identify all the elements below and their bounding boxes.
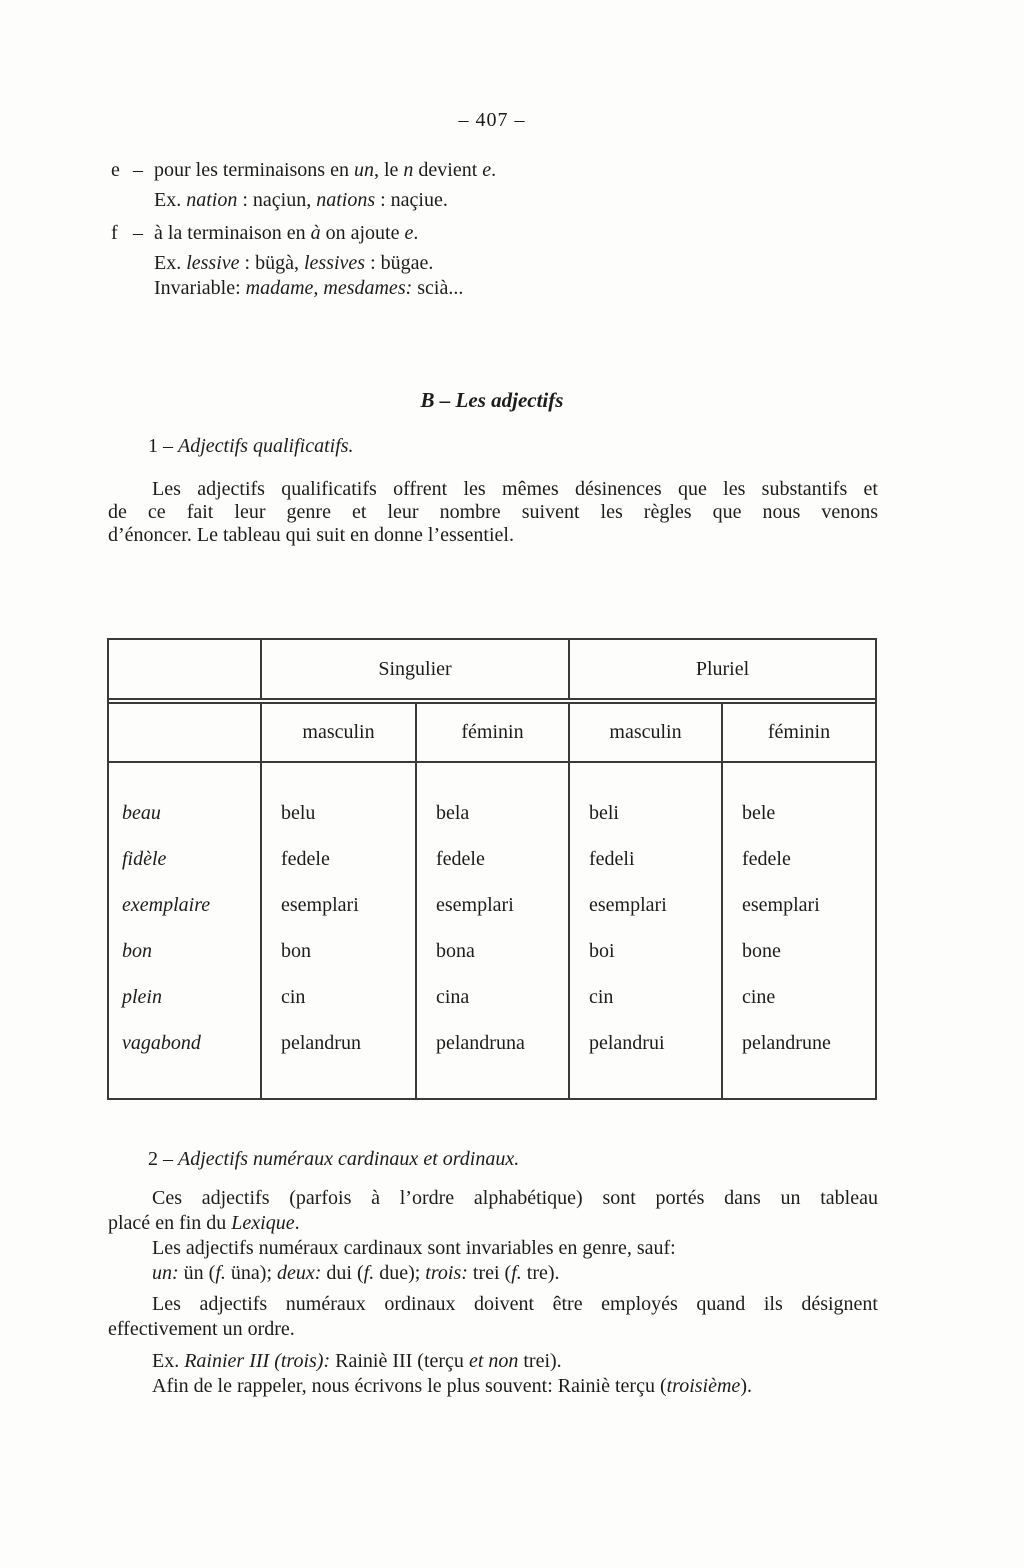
table-french-word: vagabond xyxy=(122,1031,201,1054)
table-cell: fedeli xyxy=(589,847,635,870)
table-column-header: féminin xyxy=(417,704,570,761)
table-cell: cin xyxy=(281,985,306,1008)
termination-rules-list xyxy=(111,158,911,300)
example-line xyxy=(154,251,911,275)
table-column-header: féminin xyxy=(767,721,831,743)
table-corner-cell xyxy=(109,640,262,698)
subsection-2-heading xyxy=(148,1147,519,1171)
table-cell: bone xyxy=(742,939,781,962)
text-segment: à xyxy=(310,222,321,244)
text-segment: Rainier III (trois): xyxy=(184,1350,331,1372)
invariable-line xyxy=(154,276,911,300)
table-column-header-row xyxy=(109,704,875,763)
text-segment: Ex. xyxy=(154,252,187,274)
table-column-pluriel-feminin xyxy=(723,763,875,1098)
paragraph-line xyxy=(108,1261,878,1286)
table-cell: bela xyxy=(436,801,470,824)
table-cell: belu xyxy=(281,801,316,824)
item-dash: – xyxy=(133,222,143,244)
text-segment: trois: xyxy=(425,1262,468,1284)
table-cell: bon xyxy=(281,939,311,962)
table-cell: pelandruna xyxy=(436,1031,525,1054)
table-cell: boi xyxy=(589,939,615,962)
paragraph-line: d’énoncer. Le tableau qui suit en donne l’essentiel. xyxy=(108,524,514,546)
table-group-header-singulier: Singulier xyxy=(262,640,570,698)
text-segment: : bügae. xyxy=(365,252,434,274)
text-segment: Ex. xyxy=(152,1350,185,1372)
text-segment: madame, mesdames: xyxy=(245,277,413,299)
ordinal-adjectives-paragraph xyxy=(108,1292,878,1342)
table-cell: fedele xyxy=(742,847,791,870)
adjective-declension-table xyxy=(107,638,877,1100)
table-cell: cin xyxy=(589,985,614,1008)
table-french-word: plein xyxy=(122,985,162,1008)
table-cell: esemplari xyxy=(589,893,667,916)
paragraph-line: Ces adjectifs (parfois à l’ordre alphabétique) sont portés dans un tableau xyxy=(152,1187,878,1209)
table-french-word: bon xyxy=(122,939,152,962)
text-segment: . xyxy=(413,222,419,244)
text-segment: : naçiue. xyxy=(375,189,448,211)
text-segment: troisième xyxy=(666,1375,741,1397)
text-segment: un: xyxy=(152,1262,179,1284)
text-segment: . xyxy=(294,1212,300,1234)
text-segment: on ajoute xyxy=(320,222,405,244)
item-text xyxy=(154,158,496,182)
table-cell: esemplari xyxy=(281,893,359,916)
table-cell: fedele xyxy=(281,847,330,870)
table-french-word: exemplaire xyxy=(122,893,211,916)
text-segment: dui ( xyxy=(321,1262,364,1284)
subsection-title: Adjectifs numéraux cardinaux et ordinaux. xyxy=(178,1148,520,1170)
table-body xyxy=(109,763,875,1098)
text-segment: trei). xyxy=(518,1350,562,1372)
text-segment: pour les terminaisons en xyxy=(154,159,354,181)
table-cell: bona xyxy=(436,939,475,962)
paragraph-line: Les adjectifs qualificatifs offrent les mêmes désinences que les substantifs et xyxy=(152,478,878,500)
text-segment: : naçiun, xyxy=(237,189,317,211)
table-cell: cina xyxy=(436,985,470,1008)
text-segment: placé en fin du xyxy=(108,1212,232,1234)
section-heading-adjectifs: B – Les adjectifs xyxy=(420,388,564,412)
table-cell: bele xyxy=(742,801,776,824)
page-number: – 407 – xyxy=(458,109,526,131)
text-segment: scià... xyxy=(412,277,464,299)
table-french-word: beau xyxy=(122,801,161,824)
example-line xyxy=(108,1349,878,1374)
item-dash: – xyxy=(133,159,143,181)
paragraph-line: Les adjectifs numéraux cardinaux sont invariables en genre, sauf: xyxy=(152,1237,676,1259)
text-segment: nations xyxy=(316,189,376,211)
text-segment: Ex. xyxy=(154,189,187,211)
table-column-french xyxy=(109,763,262,1098)
text-segment: üna); xyxy=(225,1262,277,1284)
text-segment: à la terminaison en xyxy=(154,222,311,244)
paragraph-line: Les adjectifs numéraux ordinaux doivent être employés quand ils désignent xyxy=(152,1293,878,1315)
text-segment: due); xyxy=(374,1262,426,1284)
text-segment: un xyxy=(353,159,374,181)
paragraph-line: de ce fait leur genre et leur nombre suivent les règles que nous venons xyxy=(108,501,878,523)
text-segment: f. xyxy=(511,1262,522,1284)
list-item-e xyxy=(111,158,911,182)
text-segment: ün ( xyxy=(178,1262,216,1284)
text-segment: : bügà, xyxy=(239,252,304,274)
table-cell: pelandrune xyxy=(742,1031,831,1054)
paragraph-line: effectivement un ordre. xyxy=(108,1318,295,1340)
table-french-word: fidèle xyxy=(122,847,167,870)
text-segment: Lexique xyxy=(231,1212,295,1234)
list-item-f xyxy=(111,221,911,245)
rainier-example-paragraph xyxy=(108,1349,878,1399)
table-group-header-pluriel: Pluriel xyxy=(695,657,750,680)
subsection-number: 1 – xyxy=(148,435,178,457)
table-column-header: masculin xyxy=(262,704,417,761)
text-segment: deux: xyxy=(277,1262,322,1284)
table-column-header: masculin xyxy=(570,704,723,761)
subsection-1-heading xyxy=(148,434,354,458)
intro-paragraph xyxy=(108,478,878,547)
text-segment: e xyxy=(404,222,414,244)
text-segment: trei ( xyxy=(467,1262,512,1284)
item-text xyxy=(154,221,418,245)
table-cell: esemplari xyxy=(742,893,820,916)
table-corner-cell xyxy=(109,704,262,761)
table-cell: cine xyxy=(742,985,776,1008)
subsection-title: Adjectifs qualificatifs. xyxy=(178,435,354,457)
text-segment: f. xyxy=(215,1262,226,1284)
text-segment: , le xyxy=(373,159,404,181)
text-segment: Invariable: xyxy=(154,277,246,299)
text-segment: . xyxy=(491,159,497,181)
text-segment: lessives xyxy=(303,252,366,274)
table-cell: pelandrun xyxy=(281,1031,361,1054)
text-segment: Afin de le rappeler, nous écrivons le plus souvent: Rainiè terçu ( xyxy=(152,1375,667,1397)
item-letter: e xyxy=(111,159,120,181)
text-segment: nation xyxy=(186,189,238,211)
table-cell: fedele xyxy=(436,847,485,870)
table-cell: esemplari xyxy=(436,893,514,916)
text-segment: e xyxy=(482,159,492,181)
table-column-singulier-masculin xyxy=(262,763,417,1098)
text-segment: ). xyxy=(740,1375,752,1397)
text-segment: Rainiè III (terçu xyxy=(330,1350,469,1372)
text-segment: devient xyxy=(413,159,483,181)
text-segment: et non xyxy=(468,1350,519,1372)
table-column-singulier-feminin xyxy=(417,763,570,1098)
numeral-adjectives-paragraph xyxy=(108,1186,878,1286)
paragraph-line xyxy=(108,1211,878,1236)
text-segment: tre). xyxy=(521,1262,560,1284)
text-segment: n xyxy=(403,159,414,181)
table-cell: beli xyxy=(589,801,619,824)
text-segment: f. xyxy=(363,1262,375,1284)
table-column-pluriel-masculin xyxy=(570,763,723,1098)
table-group-header-row xyxy=(109,640,875,704)
example-line xyxy=(154,188,911,212)
text-segment: lessive xyxy=(186,252,240,274)
subsection-number: 2 – xyxy=(148,1148,178,1170)
table-cell: pelandrui xyxy=(589,1031,665,1054)
item-letter: f xyxy=(111,222,118,244)
paragraph-line xyxy=(108,1374,878,1399)
